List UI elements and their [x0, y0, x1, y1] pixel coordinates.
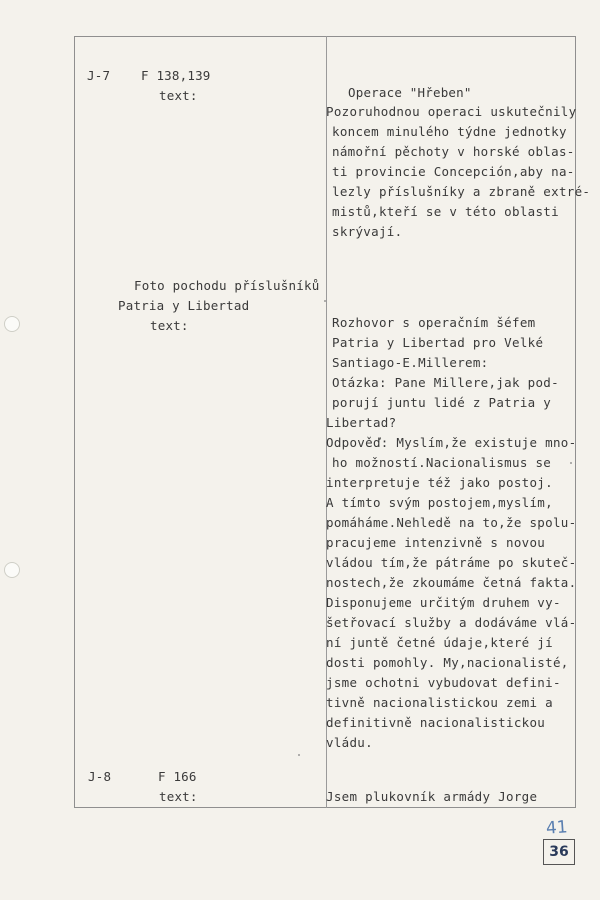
photo-caption: Patria y Libertad: [118, 298, 250, 313]
text-line: lezly příslušníky a zbraně extré-: [332, 184, 591, 199]
text-line: vládu.: [326, 735, 373, 750]
text-line: interpretuje též jako postoj.: [326, 475, 553, 490]
text-line: Patria y Libertad pro Velké: [332, 335, 544, 350]
text-line: nostech,že zkoumáme četná fakta.: [326, 575, 577, 590]
text-line: jsme ochotni vybudovat defini-: [326, 675, 561, 690]
text-line: pracujeme intenzivně s novou: [326, 535, 546, 550]
text-line: ti provincie Concepción,aby na-: [332, 164, 575, 179]
ink-speck: [570, 462, 572, 464]
stamped-page-number: 36: [543, 839, 575, 865]
segment-text: [326, 787, 537, 807]
text-line: A tímto svým postojem,myslím,: [326, 495, 553, 510]
text-line: pomáháme.Nehledě na to,že spolu-: [326, 515, 577, 530]
text-label: text:: [159, 88, 198, 103]
ink-speck: [298, 754, 300, 756]
punch-hole: [4, 316, 20, 332]
text-line: Odpověď: Myslím,že existuje mno-: [326, 435, 577, 450]
photo-caption: Foto pochodu příslušníků: [134, 278, 320, 293]
film-reference: F 166: [158, 769, 197, 784]
text-line: dosti pomohly. My,nacionalisté,: [326, 655, 569, 670]
text-line: ho možností.Nacionalismus se: [332, 455, 552, 470]
text-line: Pozoruhodnou operaci uskutečnily: [326, 104, 577, 119]
segment-title: Operace "Hřeben": [348, 85, 472, 100]
text-line: šetřovací služby a dodáváme vlá-: [326, 615, 577, 630]
entry-id: J-8: [88, 769, 112, 784]
film-reference: F 138,139: [141, 68, 211, 83]
text-line: námořní pěchoty v horské oblas-: [332, 144, 575, 159]
segment-text: [326, 313, 576, 753]
text-line: tivně nacionalistickou zemi a: [326, 695, 553, 710]
text-line: Disponujeme určitým druhem vy-: [326, 595, 561, 610]
text-line: mistů,kteří se v této oblasti: [332, 204, 559, 219]
text-line: koncem minulého týdne jednotky: [332, 124, 567, 139]
text-line: ní juntě četné údaje,které jí: [326, 635, 553, 650]
text-line: Libertad?: [326, 415, 397, 430]
segment-text: [326, 102, 590, 242]
text-line: skrývají.: [332, 224, 403, 239]
punch-hole: [4, 562, 20, 578]
ink-speck: [324, 300, 326, 302]
text-line: porují juntu lidé z Patria y: [332, 395, 552, 410]
text-line: Santiago-E.Millerem:: [332, 355, 489, 370]
text-line: Jsem plukovník armády Jorge: [326, 789, 538, 804]
text-label: text:: [159, 789, 198, 804]
text-label: text:: [150, 318, 189, 333]
handwritten-page-number: 41: [545, 817, 569, 839]
text-line: definitivně nacionalistickou: [326, 715, 546, 730]
text-line: vládou tím,že pátráme po skuteč-: [326, 555, 577, 570]
text-line: Otázka: Pane Millere,jak pod-: [332, 375, 559, 390]
text-line: Rozhovor s operačním šéfem: [332, 315, 536, 330]
entry-id: J-7: [87, 68, 111, 83]
